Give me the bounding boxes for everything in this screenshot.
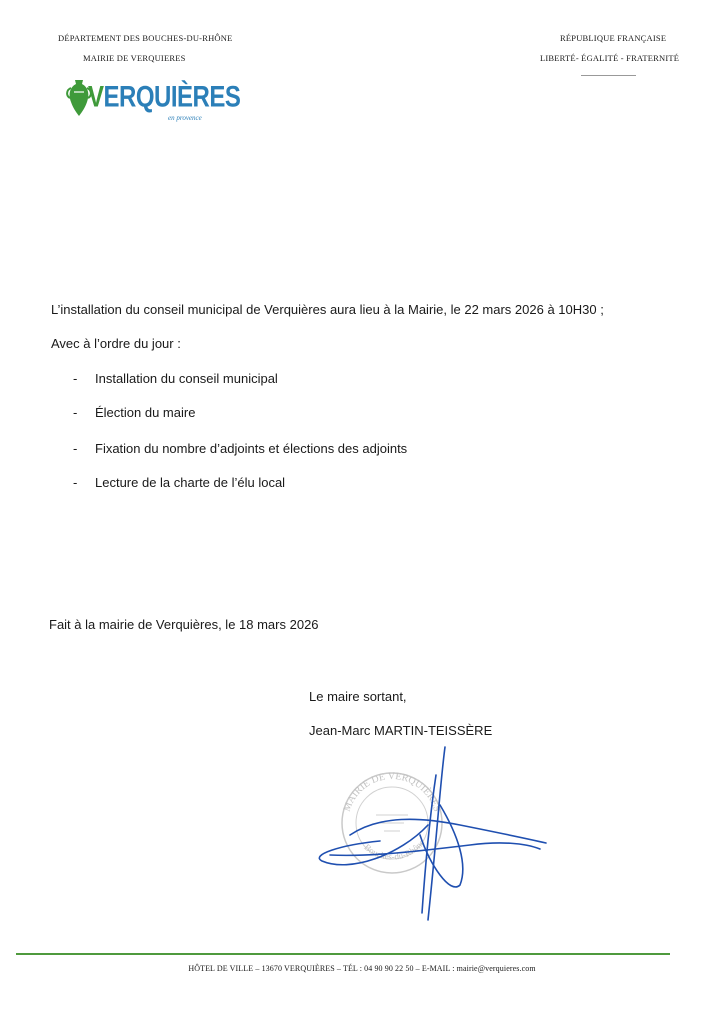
agenda-label: Avec à l’ordre du jour : — [51, 336, 181, 351]
signer-role: Le maire sortant, — [309, 689, 407, 704]
republic-header: RÉPUBLIQUE FRANÇAISE — [560, 33, 667, 43]
list-dash: - — [73, 475, 78, 490]
official-stamp — [342, 771, 443, 873]
agenda-item-text: Installation du conseil municipal — [95, 371, 278, 386]
department-header: DÉPARTEMENT DES BOUCHES-DU-RHÔNE — [58, 33, 233, 43]
svg-text:MAIRIE DE VERQUIÈRES: MAIRIE DE VERQUIÈRES — [341, 770, 443, 814]
footer-rule — [16, 953, 670, 955]
list-dash: - — [73, 371, 78, 386]
footer-contact: HÔTEL DE VILLE – 13670 VERQUIÈRES – TÉL : 04 90 90 22 50 – E-MAIL : mairie@verquieres.com — [188, 964, 536, 973]
handwritten-signature — [319, 747, 546, 920]
stamp-and-signature — [310, 745, 560, 925]
motto-header: LIBERTÉ- ÉGALITÉ - FRATERNITÉ — [540, 53, 680, 63]
logo-wordmark: VERQUIÈRES — [88, 80, 241, 114]
svg-text:Bouches-du-Rhône: Bouches-du-Rhône — [362, 837, 427, 862]
agenda-item-text: Fixation du nombre d’adjoints et élections des adjoints — [95, 441, 408, 456]
place-date-line: Fait à la mairie de Verquières, le 18 mars 2026 — [49, 617, 319, 632]
mairie-header: MAIRIE DE VERQUIERES — [83, 53, 186, 63]
agenda-item-text: Lecture de la charte de l’élu local — [95, 475, 286, 490]
logo-tagline: en provence — [168, 114, 202, 122]
verquieres-logo — [66, 76, 241, 128]
signer-name: Jean-Marc MARTIN-TEISSÈRE — [309, 723, 493, 738]
list-dash: - — [73, 405, 78, 420]
header-rule — [581, 75, 636, 76]
list-dash: - — [73, 441, 78, 456]
intro-paragraph: L’installation du conseil municipal de Verquières aura lieu à la Mairie, le 22 mars 2026 à 10H30 ; — [51, 302, 604, 317]
agenda-item-text: Élection du maire — [95, 405, 196, 420]
